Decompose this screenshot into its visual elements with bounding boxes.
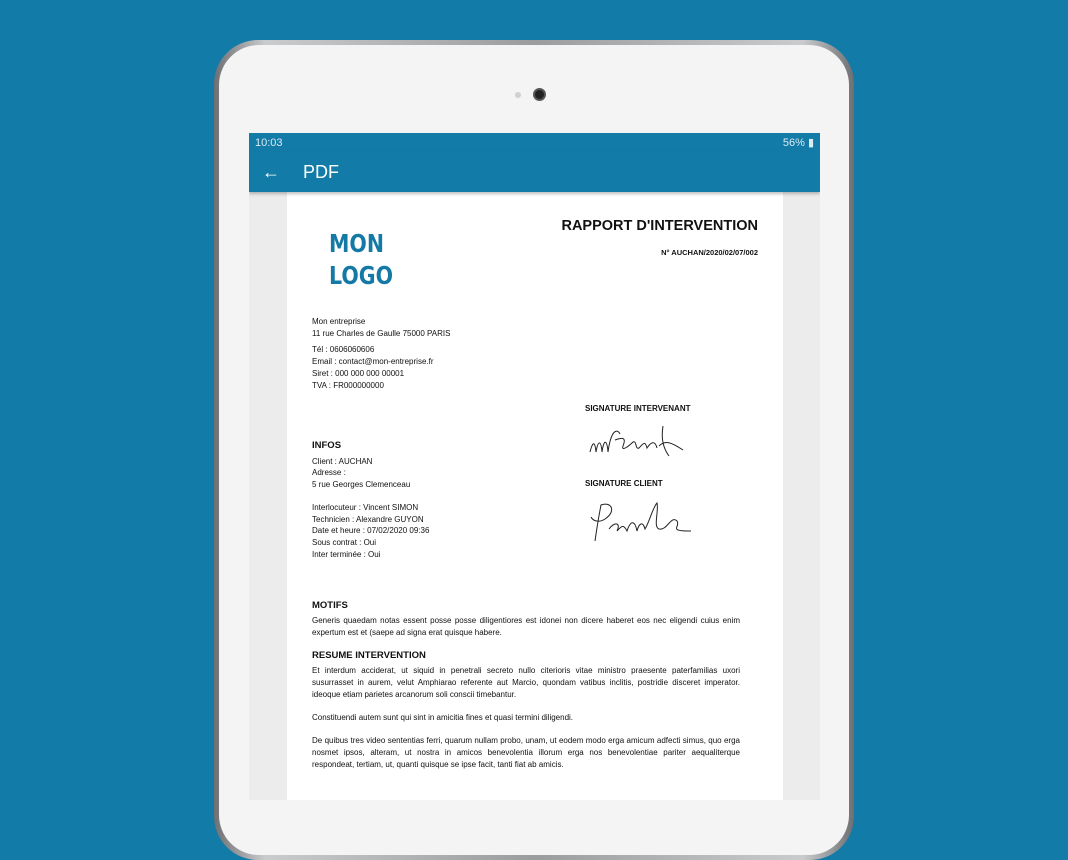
- signature-intervenant-image: [587, 420, 692, 462]
- tva: TVA : FR000000000: [312, 380, 384, 390]
- info-line: Interlocuteur : Vincent SIMON: [312, 502, 419, 512]
- signature-client-label: SIGNATURE CLIENT: [585, 479, 663, 488]
- motifs-section: [312, 600, 740, 782]
- motifs-heading: MOTIFS: [312, 600, 348, 611]
- info-line: Inter terminée : Oui: [312, 549, 381, 559]
- siret: Siret : 000 000 000 00001: [312, 368, 405, 378]
- company-address: 11 rue Charles de Gaulle 75000 PARIS: [312, 328, 451, 338]
- logo-line: LOGO: [329, 261, 394, 290]
- company-logo: [329, 228, 393, 292]
- battery-indicator: [783, 136, 814, 149]
- resume-heading: RESUME INTERVENTION: [312, 650, 426, 661]
- info-line: Adresse :: [312, 468, 346, 478]
- report-number: N° AUCHAN/2020/02/07/002: [661, 248, 758, 257]
- resume-paragraph: Et interdum acciderat, ut siquid in penetrali secreto nullo citerioris vitae ministro praesente paterfamilias uxori susurrasset in aurem, velut Amphiarao referente aut Marcio, quondam vatibus inclitis, postridie disceret imperator. ideoque etiam parietes arcanorum soli conscii timebantur.: [312, 666, 740, 699]
- resume-paragraph: Constituendi autem sunt qui sint in amicitia fines et quasi termini diligendi.: [312, 713, 574, 722]
- report-title: RAPPORT D'INTERVENTION: [561, 218, 758, 234]
- back-arrow-icon[interactable]: ←: [262, 161, 280, 182]
- signature-intervenant-label: SIGNATURE INTERVENANT: [585, 404, 691, 413]
- email: Email : contact@mon-entreprise.fr: [312, 357, 434, 367]
- info-line: Date et heure : 07/02/2020 09:36: [312, 526, 430, 536]
- company-name: Mon entreprise: [312, 317, 366, 326]
- logo-line: MON: [329, 229, 384, 258]
- status-bar: [249, 133, 820, 152]
- sensor-dot: [515, 92, 521, 98]
- camera-icon: [533, 88, 546, 101]
- company-block: [312, 316, 450, 391]
- signature-client-image: [587, 497, 697, 547]
- app-title: PDF: [303, 161, 339, 182]
- info-line: 5 rue Georges Clemenceau: [312, 480, 411, 490]
- info-line: Technicien : Alexandre GUYON: [312, 514, 424, 524]
- app-bar: [249, 152, 820, 192]
- info-line: Client : AUCHAN: [312, 456, 373, 466]
- screen: [249, 133, 820, 800]
- resume-paragraph: De quibus tres video sententias ferri, quarum nullam probo, unam, ut eodem modo erga amicum adfecti simus, quo erga nosmet ipsos, alteram, ut nostra in amicos benevolentia illorum erga nos benevolentiae pariter aequaliterque respondeat, tertiam, ut, quanti quisque se ipse facit, tanti fiat ab amicis.: [312, 736, 740, 769]
- infos-heading: INFOS: [312, 440, 342, 451]
- battery-icon: ▮: [804, 137, 814, 149]
- motifs-text: Generis quaedam notas essent posse posse diligentiores est idonei non dicere haberet eos nec eligendi cuius enim expertum est et (saepe ad signa erat quisque habere.: [312, 616, 740, 637]
- infos-section: [312, 440, 429, 560]
- battery-level: 56%: [782, 137, 805, 149]
- info-line: Sous contrat : Oui: [312, 537, 377, 547]
- status-time: 10:03: [255, 136, 283, 149]
- phone: Tél : 0606060606: [312, 345, 375, 355]
- pdf-page[interactable]: [287, 192, 783, 800]
